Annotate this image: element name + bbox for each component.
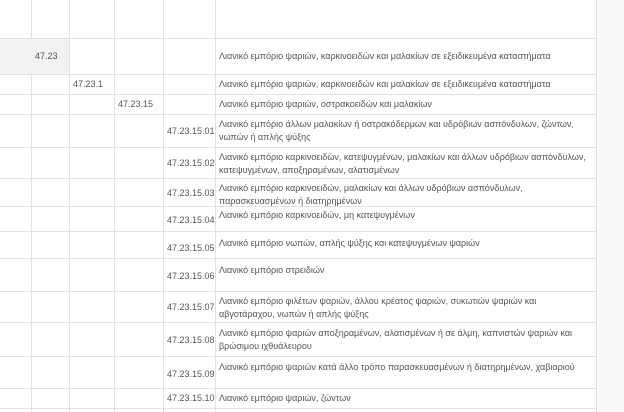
code-level-4: 47.23.15.08 [167,335,215,345]
table-row[interactable] [0,74,597,95]
code-level-1: 47.23 [35,51,58,61]
table-row[interactable] [0,147,597,179]
row-description: Λιανικό εμπόριο άλλων μαλακίων ή οστρακόδερμων και υδρόβιων ασπόνδυλων, ζώντων, νωπών ή απλής ψύξης [219,119,574,142]
row-description: Λιανικό εμπόριο ψαριών κατά άλλο τρόπο παρασκευασμένων ή διατηρημένων, χαβιαριού [219,362,575,372]
code-level-4: 47.23.15.07 [167,302,215,312]
code-level-4: 47.23.15.10 [167,393,215,403]
page-margin [597,0,624,412]
table-row[interactable] [0,178,597,207]
row-description: Λιανικό εμπόριο ψαριών, οστρακοειδών και μαλακίων [219,99,432,109]
code-level-4: 47.23.15.04 [167,215,215,225]
table-row[interactable] [0,322,597,357]
row-description: Λιανικό εμπόριο καρκινοειδών, μη κατεψυγμένων [219,210,415,220]
code-level-3: 47.23.15 [118,99,154,109]
code-level-4: 47.23.15.02 [167,158,215,168]
code-level-2: 47.23.1 [73,79,104,89]
code-level-4: 47.23.15.06 [167,271,215,281]
table-row[interactable] [0,388,597,409]
blank-cell [0,39,31,75]
table-row[interactable] [0,231,597,259]
row-description: Λιανικό εμπόριο νωπών, απλής ψύξης και κατεψυγμένων ψαριών [219,238,480,248]
code-level-4: 47.23.15.05 [167,243,215,253]
code-level-4: 47.23.15.09 [167,369,215,379]
code-level-4: 47.23.15.03 [167,188,215,198]
row-description: Λιανικό εμπόριο ψαριών αποξηραμένων, αλατισμένων ή σε άλμη, καπνιστών ψαριών και βρώσιμου ιχθυάλευρου [219,328,573,351]
row-description: Λιανικό εμπόριο καρκινοειδών, μαλακίων και άλλων υδρόβιων ασπόνδυλων, παρασκευασμένων ή διατηρημένων [219,183,523,206]
row-description: Λιανικό εμπόριο ψαριών, καρκινοειδών και μαλακίων σε εξειδικευμένα καταστήματα [219,51,551,61]
row-description: Λιανικό εμπόριο καρκινοειδών, κατεψυγμένων, μαλακίων και άλλων υδρόβιων ασπόνδυλων, κατεψυγμένων, αποξηραμένων, αλατισμένων [219,152,586,175]
table-row[interactable] [0,114,597,148]
table-row[interactable] [0,356,597,389]
table-row[interactable] [0,258,597,292]
table-row [0,0,597,38]
table-bottom-border [0,408,597,409]
row-description: Λιανικό εμπόριο ψαριών, καρκινοειδών και μαλακίων σε εξειδικευμένα καταστήματα [219,79,551,89]
code-level-4: 47.23.15.01 [167,126,215,136]
table-row[interactable] [0,291,597,323]
row-description: Λιανικό εμπόριο στρειδιών [219,265,325,275]
table-row[interactable] [0,38,597,75]
table-row[interactable] [0,206,597,232]
row-description: Λιανικό εμπόριο φιλέτων ψαριών, άλλου κρέατος ψαριών, συκωτιών ψαριών και αβγοτάραχου, νωπών ή απλής ψύξης [219,296,537,319]
table-row[interactable] [0,94,597,115]
row-description: Λιανικό εμπόριο ψαριών, ζώντων [219,393,351,403]
